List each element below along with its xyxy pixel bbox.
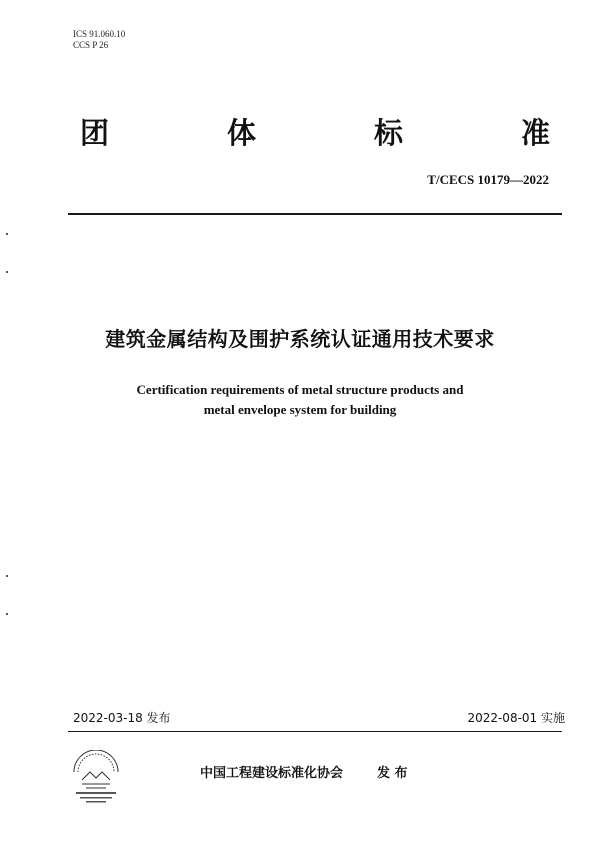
implementation-date: 2022-08-01 实施 [467,711,565,725]
title-chinese: 建筑金属结构及围护系统认证通用技术要求 [105,327,495,351]
ccs-code: CCS P 26 [73,40,109,50]
scan-mark [6,233,8,235]
scan-mark [6,575,8,577]
top-divider [68,213,562,215]
title-english-line: metal envelope system for building [203,402,397,417]
bottom-divider [68,731,562,732]
document-type-heading [80,116,550,150]
scan-mark [6,613,8,615]
standard-number: T/CECS 10179—2022 [427,172,549,187]
doc-kind-char: 标 [373,116,403,150]
ics-code: ICS 91.060.10 [73,29,126,39]
doc-kind-char: 团 [80,116,110,150]
publisher-line [200,762,408,781]
doc-kind-char: 准 [520,116,550,150]
cecs-association-logo-icon [68,750,124,806]
classification-codes [73,29,125,51]
scan-mark [6,271,8,273]
title-english-line: Certification requirements of metal structure products and [136,382,464,397]
date-row [73,711,565,725]
publisher-name: 中国工程建设标准化协会 [200,766,344,781]
publisher-action: 发 布 [377,766,408,781]
issue-date: 2022-03-18 发布 [73,711,171,725]
doc-kind-char: 体 [226,116,256,150]
title-english [0,380,600,420]
